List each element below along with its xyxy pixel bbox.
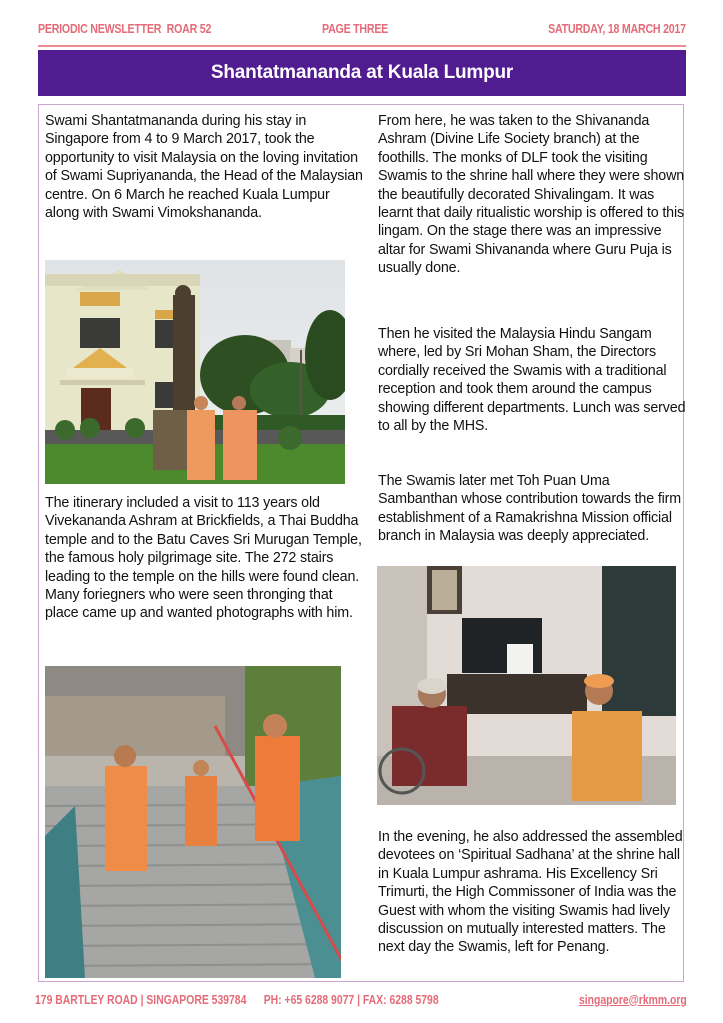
left-paragraph-1: Swami Shantatmananda during his stay in Singapore from 4 to 9 March 2017, took the opportunity to visit Malaysia on the loving invitation of Swami Supriyananda, the Head of the Malaysian centre. On 6 March he reached Kuala Lumpur along with Swami Vimokshananda. bbox=[45, 113, 363, 222]
page-footer bbox=[35, 989, 687, 1009]
article-title-bar bbox=[38, 50, 686, 96]
right-paragraph-3: The Swamis later met Toh Puan Uma Sambanthan whose contribution towards the firm establishment of a Ramakrishna Mission official branch in Malaysia was deeply appreciated. bbox=[378, 473, 682, 545]
batu-caves-stairs-photo bbox=[45, 666, 341, 978]
page-number-label: PAGE THREE bbox=[322, 20, 389, 36]
date-label: SATURDAY, 18 MARCH 2017 bbox=[548, 20, 686, 36]
right-paragraph-2: Then he visited the Malaysia Hindu Sangam where, led by Sri Mohan Sham, the Directors cordially received the Swamis with a traditional reception and took them around the campus showing different departments. Lunch was served to all by the MHS. bbox=[378, 326, 686, 435]
email-link[interactable]: singapore@rkmm.org bbox=[579, 991, 687, 1007]
contact-info: 179 BARTLEY ROAD | SINGAPORE 539784 PH: +65 6288 9077 | FAX: 6288 5798 bbox=[35, 991, 439, 1007]
page-header bbox=[38, 18, 686, 38]
header-divider bbox=[38, 45, 686, 47]
article-title: Shantatmananda at Kuala Lumpur bbox=[210, 62, 514, 83]
newsletter-label: PERIODIC NEWSLETTER ROAR 52 bbox=[38, 20, 212, 36]
left-paragraph-2: The itinerary included a visit to 113 years old Vivekananda Ashram at Brickfields, a Thai Buddha temple and to the Batu Caves Sri Murugan Temple, the famous holy pilgrimage site. The 272 stairs leading to the temple on the hills were found clean. Many foriegners who were seen thronging that place came up and wanted photographs with him. bbox=[45, 495, 362, 622]
right-paragraph-4: In the evening, he also addressed the assembled devotees on ‘Spiritual Sadhana’ at the shrine hall in Kuala Lumpur ashrama. His Excellency Sri Trimurti, the High Commissoner of India was the Guest with whom the visiting Swamis had lively discussion on mutually interested matters. The next day the Swamis, left for Penang. bbox=[378, 829, 683, 956]
vivekananda-ashram-photo bbox=[45, 260, 345, 484]
right-paragraph-1: From here, he was taken to the Shivananda Ashram (Divine Life Society branch) at the foothills. The monks of DLF took the visiting Swamis to the shrine hall where they were shown the beautifully decorated Shivalingam. It was learnt that daily ritualistic worship is offered to this lingam. On the stage there was an impressive altar for Swami Shivananda where Guru Puja is usually done. bbox=[378, 113, 685, 277]
meeting-photo bbox=[377, 566, 676, 805]
